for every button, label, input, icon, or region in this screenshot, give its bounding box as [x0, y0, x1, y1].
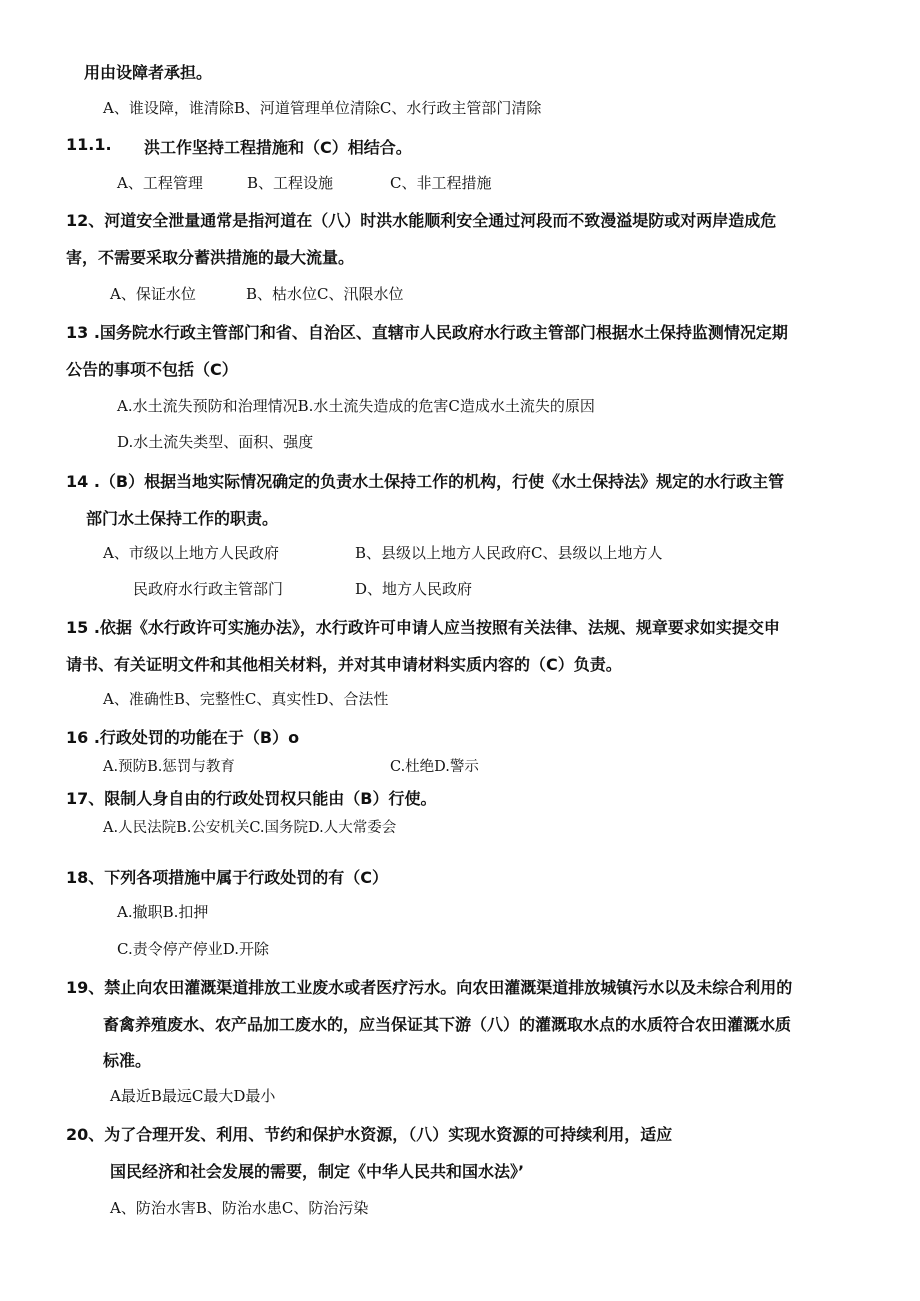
q18-options-line2: C.责令停产停业D.开除	[117, 940, 269, 958]
q14-stem-line1: 14 .（B）根据当地实际情况确定的负责水土保持工作的机构，行使《水土保持法》规定的水行政主管	[66, 472, 785, 491]
q18-options-line1: A.撤职B.扣押	[117, 903, 209, 921]
q19-stem-line2: 畜禽养殖废水、农产品加工废水的，应当保证其下游（八）的灌溉取水点的水质符合农田灌溉水质	[103, 1015, 792, 1034]
q20-stem-line2: 国民经济和社会发展的需要，制定《中华人民共和国水法》’	[110, 1162, 525, 1181]
q11-option-a: A、工程管理	[117, 174, 203, 192]
q18-stem: 18、下列各项措施中属于行政处罚的有（C）	[66, 868, 389, 887]
q19-options: A最近B最远C最大D最小	[110, 1087, 276, 1105]
q13-stem-line2: 公告的事项不包括（C）	[66, 360, 238, 379]
q14-option-c-continuation: 民政府水行政主管部门	[133, 580, 284, 598]
q10-options: A、谁设障，谁清除B、河道管理单位清除C、水行政主管部门清除	[103, 99, 542, 117]
q16-stem: 16 .行政处罚的功能在于（B）o	[66, 728, 300, 747]
q11-option-c: C、非工程措施	[390, 174, 492, 192]
q13-stem-line1: 13 .国务院水行政主管部门和省、自治区、直辖市人民政府水行政主管部门根据水土保持监测情况定期	[66, 323, 788, 342]
q13-options-line2: D.水土流失类型、面积、强度	[117, 433, 314, 451]
q17-stem: 17、限制人身自由的行政处罚权只能由（B）行使。	[66, 789, 437, 808]
q11-option-b: B、工程设施	[247, 174, 334, 192]
q16-option-ab: A.预防B.惩罚与教育	[103, 759, 235, 775]
q20-options: A、防治水害B、防治水患C、防治污染	[110, 1199, 369, 1217]
q17-options: A.人民法院B.公安机关C.国务院D.人大常委会	[103, 820, 397, 836]
q19-stem-line1: 19、禁止向农田灌溉渠道排放工业废水或者医疗污水。向农田灌溉渠道排放城镇污水以及未综合利用的	[66, 978, 793, 997]
q12-option-a: A、保证水位	[110, 285, 196, 303]
q20-stem-line1: 20、为了合理开发、利用、节约和保护水资源，（八）实现水资源的可持续利用，适应	[66, 1125, 673, 1144]
q12-option-bc: B、枯水位C、汛限水位	[246, 285, 404, 303]
q15-options: A、准确性B、完整性C、真实性D、合法性	[103, 690, 389, 708]
q12-stem-line2: 害，不需要采取分蓄洪措施的最大流量。	[66, 248, 355, 267]
q16-option-cd: C.杜绝D.警示	[390, 759, 479, 775]
q14-option-a: A、市级以上地方人民政府	[103, 544, 279, 562]
q11-number: 11.1.	[66, 135, 112, 154]
q10-stem-continuation: 用由设障者承担。	[84, 63, 213, 82]
q14-option-d: D、地方人民政府	[355, 580, 473, 598]
q12-stem-line1: 12、河道安全泄量通常是指河道在（八）时洪水能顺利安全通过河段而不致漫溢堤防或对两岸造成危	[66, 211, 777, 230]
q19-stem-line3: 标准。	[103, 1051, 152, 1070]
q15-stem-line2: 请书、有关证明文件和其他相关材料，并对其申请材料实质内容的（C）负责。	[66, 655, 622, 674]
q14-option-bc: B、县级以上地方人民政府C、县级以上地方人	[355, 544, 663, 562]
q13-options-line1: A.水土流失预防和治理情况B.水土流失造成的危害C造成水土流失的原因	[117, 397, 595, 415]
q15-stem-line1: 15 .依据《水行政许可实施办法》，水行政许可申请人应当按照有关法律、法规、规章要求如实提交申	[66, 618, 780, 637]
q11-stem: 洪工作坚持工程措施和（C）相结合。	[144, 138, 412, 157]
q14-stem-line2: 部门水土保持工作的职责。	[86, 509, 279, 528]
